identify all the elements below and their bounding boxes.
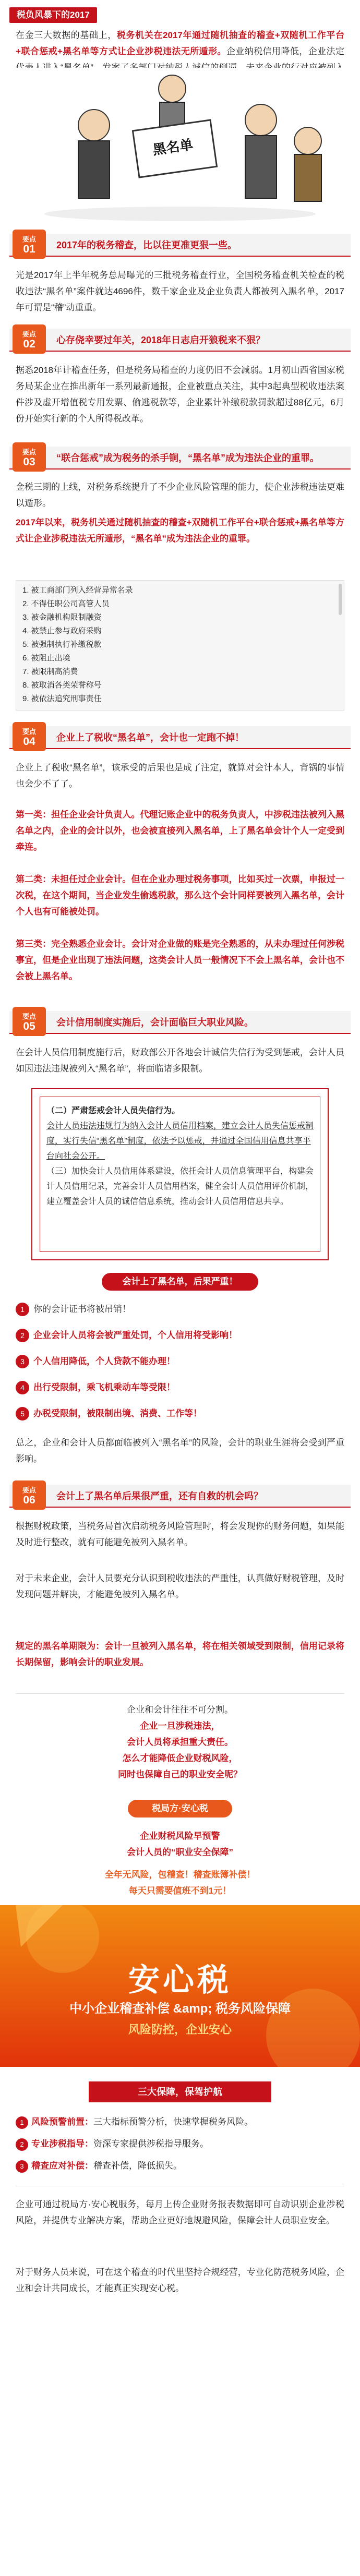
feature-item: 3 稽查应对补偿：稽查补偿，降低损失。 (16, 2158, 344, 2174)
feature-item: 2 专业涉税指导：资深专家提供涉税指导服务。 (16, 2136, 344, 2152)
section-badge: 要点 02 (13, 324, 46, 354)
effect-item: 2 企业会计人员将会被严重处罚，个人信用将受影响！ (16, 1327, 344, 1343)
paragraph-2: 据悉2018年计稽查任务，但是税务局稽查的力度仍旧不会减弱。1月初山西省国家税务局某企业在推出新年一系列最新通报，企业被重点关注，其中3起典型税收违法案件涉及虚开增值税专用发票、偷逃税款等，企业累计补缴税款罚款超过88亿元，6月份开始实行新的个人所得税改革。 (16, 365, 344, 424)
paragraph-13-highlight: 规定的黑名单期限为：会计一旦被列入黑名单，将在相关领域受到限制，信用记录将长期保留，影响会计的职业发展。 (16, 1641, 344, 1667)
header-tag: 税负风暴下的2017 (9, 7, 97, 23)
intro-text-b: 税务机关在2017年通过随机抽查的稽查+双随机工作平台+联合惩戒+黑名单等方式让企业涉税违法无所遁形。 (16, 30, 344, 56)
intro-text-a: 在金三大数据的基础上， (16, 30, 117, 40)
section-header-1 (9, 234, 351, 257)
banner-subtitle: 中小企业稽查补偿 &amp; 税务风险保障 (69, 2002, 291, 2016)
effect-item: 3 个人信用降低，个人贷款不能办理！ (16, 1353, 344, 1369)
anxin-tax-banner[interactable] (0, 1905, 360, 2067)
effect-item: 1 你的会计证书将被吊销！ (16, 1301, 344, 1317)
list-item: 2. 不得任职公司高管人员 (22, 599, 110, 608)
paragraph-11: 根据财税政策，当税务局首次启动税务风险管理时，将会发现你的财务问题，如果能及时进行整改，就有可能避免被列入黑名单。 (16, 1521, 344, 1547)
feature-item: 1 风险预警前置：三大指标预警分析，快速掌握税务风险。 (16, 2114, 344, 2130)
blacklist-illustration (16, 68, 344, 224)
effect-item: 4 出行受限制，乘飞机乘动车等受限！ (16, 1379, 344, 1395)
section-title: 会计信用制度实施后，会计面临巨大职业风险。 (56, 1017, 254, 1028)
paragraph-12: 对于未来企业，会计人员要充分认识到税收违法的严重性，认真做好财税管理，及时发现问题并解决，才能避免被列入黑名单。 (16, 1573, 344, 1599)
center-line: 企业和会计往往不可分割。 (127, 1705, 233, 1715)
intro-text-c: 企业纳税信用降低，企业法定 (226, 46, 344, 56)
banner-title: 安心税 (128, 1963, 232, 1997)
list-item: 1. 被工商部门列入经营异常名录 (22, 586, 133, 595)
section-badge: 要点 01 (13, 230, 46, 259)
section-title: 会计上了黑名单后果很严重，还有自救的机会吗？ (56, 1491, 263, 1501)
section-header-6 (9, 1485, 351, 1508)
list-item: 7. 被限制高消费 (22, 667, 78, 676)
center-line: 同时也保障自己的职业安全呢？ (118, 1770, 242, 1779)
center-text-block (16, 1702, 344, 1783)
orange-lines (16, 1867, 344, 1899)
paragraph-1: 光是2017年上半年税务总局曝光的三批税务稽查行业，全国税务稽查机关检查的税收违法“黑名单”案件就达4696件，数千家企业及企业负责人都被列入黑名单，2017年可谓是“稽”动重重。 (16, 270, 344, 312)
paragraph-6: 第一类：担任企业会计负责人。代理记账企业中的税务负责人，中涉税违法被列入黑名单之内，企业的会计以外，也会被直接列入黑名单，上了黑名单会计个人一定受到牵连。 (16, 810, 344, 852)
quote-line: （三）加快会计人员信用体系建设，依托会计人员信息管理平台，构建会计人员信用记录，完善会计人员信用档案，健全会计人员信用评价机制，建立覆盖会计人员的诚信信息系统，推动会计人员信用信息共享。 (46, 1167, 314, 1206)
list-item: 3. 被金融机构限制融资 (22, 613, 102, 622)
section-header-3 (9, 447, 351, 470)
paragraph-10: 总之，企业和会计人员都面临被列入“黑名单”的风险，会计的职业生涯将会受到严重影响。 (16, 1438, 344, 1464)
paragraph-5: 企业上了税收“黑名单”，该承受的后果也是成了注定，就算对会计本人，背锅的事情也会少不了了。 (16, 763, 344, 789)
section-badge: 要点 06 (13, 1480, 46, 1510)
quote-heading: （二）严肃惩戒会计人员失信行为。 (46, 1106, 181, 1115)
section-header-4 (9, 726, 351, 749)
red-line: 企业财税风险早预警 (140, 1831, 220, 1841)
paragraph-9: 在会计人员信用制度施行后，财政部公开各地会计诚信失信行为受到惩戒，会计人员如因违法违规被列入“黑名单”，将面临诸多限制。 (16, 1048, 344, 1074)
effects-banner: 会计上了黑名单，后果严重！ (102, 1273, 258, 1291)
section-title: “联合惩戒”成为税务的杀手锏，“黑名单”成为违法企业的重罪。 (56, 453, 319, 463)
paragraph-8: 第三类：完全熟悉企业会计。会计对企业做的账是完全熟悉的，从未办理过任何涉税事宜，但是企业出现了违法问题，这类会计人员一般情况下不会上黑名单，会计也不会被上黑名单。 (16, 939, 344, 981)
section-title: 2017年的税务稽查，比以往更准更狠一些。 (56, 240, 237, 250)
paragraph-7: 第二类：未担任过企业会计。但在企业办理过税务事项，比如买过一次票，申报过一次税，在这个期间，当企业发生偷逃税款，那么这个会计同样要被列入黑名单，会计个人也有可能被处罚。 (16, 874, 344, 917)
section-header-5 (9, 1011, 351, 1034)
quote-line: 会计人员违法违规行为纳入会计人员信用档案，建立会计人员失信惩戒制度，实行失信“黑名单”制度，依法予以惩戒，并通过全国信用信息共享平台向社会公开。 (46, 1122, 314, 1161)
divider (16, 1693, 344, 1694)
list-item: 8. 被取消各类荣誉称号 (22, 681, 102, 690)
orange-line: 全年无风险，包稽查！稽查账簿补偿！ (104, 1870, 256, 1880)
list-item: 9. 被依法追究刑事责任 (22, 694, 102, 703)
guarantee-label: 三大保障，保驾护航 (89, 2081, 271, 2102)
section-title: 心存侥幸要过年关，2018年日志启开狼税来不狠？ (56, 335, 266, 345)
effect-item: 5 办税受限制，被限制出境、消费、工作等！ (16, 1405, 344, 1422)
red-lines (16, 1828, 344, 1860)
center-line: 怎么才能降低企业财税风险， (122, 1753, 238, 1763)
center-line: 企业一旦涉税违法， (140, 1721, 220, 1731)
section-header-2 (9, 329, 351, 352)
section-label: 税局方·安心税 (128, 1800, 232, 1817)
section-badge: 要点 03 (13, 442, 46, 472)
center-line: 会计人员将承担重大责任。 (127, 1737, 233, 1747)
policy-quote-box (31, 1088, 329, 1260)
section-badge: 要点 05 (13, 1007, 46, 1036)
blacklist-sign: 黑名单 (151, 136, 194, 158)
closing-paragraph: 企业可通过税局方·安心税服务，每月上传企业财务报表数据即可自动识别企业涉税风险，并提供专业解决方案，帮助企业更好地规避风险，保障会计人员职业安全。 (16, 2199, 344, 2225)
policy-quote-inner (40, 1097, 320, 1252)
list-item: 4. 被禁止参与政府采购 (22, 627, 102, 635)
section-title: 企业上了税收“黑名单”，会计也一定跑不掉！ (56, 732, 244, 743)
red-line: 会计人员的“职业安全保障” (127, 1847, 233, 1857)
list-item: 6. 被阻止出境 (22, 654, 70, 663)
orange-line: 每天只需要值班不到1元！ (128, 1886, 232, 1896)
paragraph-3: 金税三期的上线，对税务系统提升了不少企业风险管理的能力，使企业涉税违法更难以遁形。 (16, 482, 344, 508)
list-scrollbar[interactable] (339, 584, 342, 615)
paragraph-4-highlight: 2017年以来，税务机关通过随机抽查的稽查+双随机工作平台+联合惩戒+黑名单等方式让企业涉税违法无所遁形，“黑名单”成为违法企业的重罪。 (16, 517, 344, 544)
closing-paragraph-2: 对于财务人员来说，可在这个稽查的时代里坚持合规经营，专业化防范税务风险，企业和会计共同成长，才能真正实现安心税。 (16, 2267, 344, 2293)
list-item: 5. 被强制执行补缴税款 (22, 640, 102, 649)
banner-tagline: 风险防控，企业安心 (128, 2023, 232, 2036)
section-badge: 要点 04 (13, 722, 46, 751)
consequence-list[interactable] (16, 580, 344, 711)
